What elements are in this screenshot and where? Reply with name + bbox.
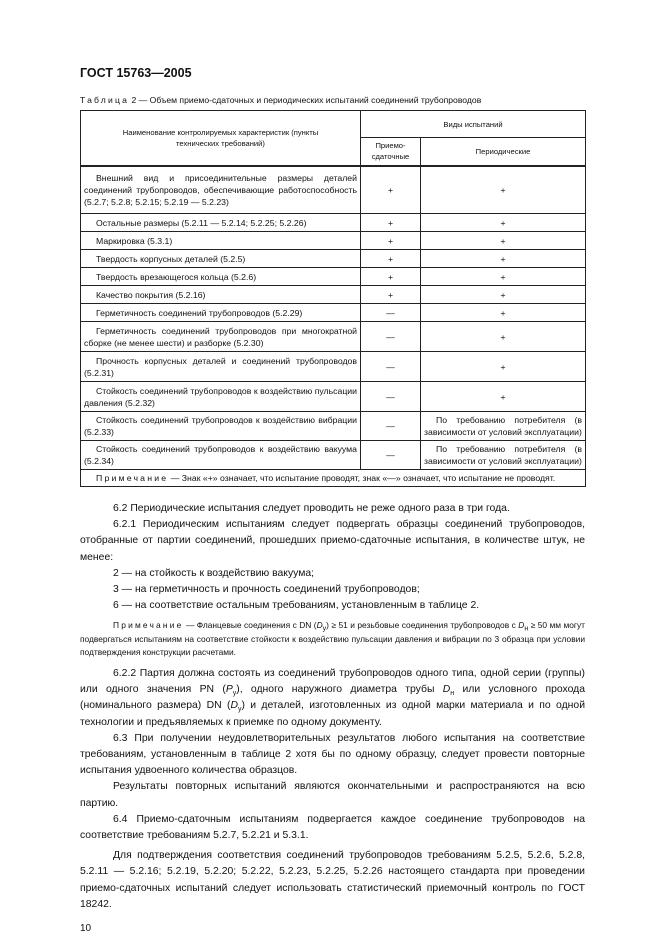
row-name — [81, 441, 361, 470]
symbol: D — [230, 700, 238, 712]
subscript: н — [450, 690, 455, 698]
header-group: Виды испытаний — [361, 111, 586, 138]
row-periodic — [421, 352, 586, 382]
page-number: 10 — [80, 922, 92, 934]
row-acceptance: — — [361, 412, 421, 441]
caption-text: 2 — Объем приемо-сдаточных и периодических испытаний соединений трубопроводов — [129, 95, 482, 105]
row-acceptance: + — [361, 250, 421, 268]
page-column — [80, 66, 586, 935]
row-acceptance: — — [361, 352, 421, 382]
note-6-2-1 — [80, 619, 585, 660]
note-text: — Знак «+» означает, что испытание проводят, знак «—» означает, что испытание не проводят. — [168, 473, 556, 483]
para-6-4: 6.4 Приемо-сдаточным испытаниям подвергается каждое соединение трубопроводов на соответствие требованиям 5.2.7, 5.2.21 и 5.3.1. — [80, 813, 585, 841]
list-item: 2 — на стойкость к воздействию вакуума; — [113, 567, 315, 579]
row-acceptance: — — [361, 322, 421, 352]
table-row — [81, 214, 586, 232]
row-name-text: Стойкость соединений трубопроводов к воздействию вибрации (5.2.33) — [84, 415, 357, 437]
para-6-3: 6.3 При получении неудовлетворительных результатов любого испытания на соответствие требованиям, установленным в таблице 2 хотя бы по одному образцу, следует провести повторные испытания удвоенного количества образцов. — [80, 732, 585, 777]
row-acceptance: — — [361, 441, 421, 470]
text: ), одного наружного диаметра трубы — [236, 684, 443, 696]
symbol: D — [518, 620, 525, 631]
table-row — [81, 286, 586, 304]
row-name — [81, 166, 361, 214]
row-periodic — [421, 322, 586, 352]
list-item: 3 — на герметичность и прочность соединений трубопроводов; — [113, 584, 420, 596]
header-name: Наименование контролируемых характеристик (пункты технических требований) — [81, 111, 361, 166]
row-acceptance: — — [361, 382, 421, 412]
para-6-3-results: Результаты повторных испытаний являются окончательными и распространяются на всю партию. — [80, 781, 585, 809]
row-name — [81, 286, 361, 304]
row-acceptance: + — [361, 166, 421, 214]
subscript: н — [524, 626, 529, 634]
caption-label: Таблица — [80, 95, 130, 105]
row-periodic — [421, 232, 586, 250]
row-periodic — [421, 214, 586, 232]
symbol: D — [316, 620, 323, 631]
row-acceptance: + — [361, 214, 421, 232]
row-name-text: Остальные размеры (5.2.11 — 5.2.14; 5.2.25; 5.2.26) — [96, 217, 307, 228]
row-periodic-text: + — [500, 184, 506, 195]
row-name-text: Герметичность соединений трубопроводов (5.2.29) — [96, 307, 303, 318]
section-6-2 — [80, 501, 585, 913]
row-name-text: Прочность корпусных деталей и соединений трубопроводов (5.2.31) — [84, 355, 357, 378]
row-name — [81, 232, 361, 250]
table-row — [81, 382, 586, 412]
note-label: Примечание — [96, 473, 169, 483]
note-text: ≥ 50 мм могут подвергаться испытаниям на соответствие стойкости к воздействию пульсации давления и вибрации по 3 образца при условии подтверждения конструкции расчетами. — [80, 620, 585, 658]
row-name-text: Твердость корпусных деталей (5.2.5) — [96, 253, 246, 264]
para-6-2-2 — [80, 666, 585, 731]
document-header: ГОСТ 15763—2005 — [80, 66, 192, 80]
row-periodic — [421, 286, 586, 304]
row-acceptance: + — [361, 232, 421, 250]
row-periodic — [421, 166, 586, 214]
row-periodic — [421, 304, 586, 322]
row-periodic-text: + — [500, 289, 506, 300]
row-periodic-text: + — [500, 391, 506, 402]
row-periodic-text: + — [500, 217, 506, 228]
row-name-text: Стойкость соединений трубопроводов к воздействию пульсации давления (5.2.32) — [84, 385, 357, 408]
text: 6.2.2 Партия должна состоять из соединений трубопроводов одного типа, одной серии (группы) или одного значения PN ( — [80, 667, 585, 696]
row-name-text: Маркировка (5.3.1) — [96, 235, 173, 246]
table-row — [81, 352, 586, 382]
row-name-text: Качество покрытия (5.2.16) — [96, 289, 206, 300]
row-name — [81, 352, 361, 382]
subscript: у — [237, 706, 242, 714]
para-6-2: 6.2 Периодические испытания следует проводить не реже одного раза в три года. — [113, 503, 510, 514]
note-label: Примечание — [113, 620, 184, 631]
row-name — [81, 322, 361, 352]
table-note-row — [81, 470, 586, 487]
list-item: 6 — на соответствие остальным требованиям, установленным в таблице 2. — [113, 600, 480, 612]
row-periodic-text: По требованию потребителя (в зависимости от условий эксплуатации) — [424, 444, 582, 466]
para-6-4-statistics: Для подтверждения соответствия соединений трубопроводов требованиям 5.2.5, 5.2.6, 5.2.8, 5.2.11 — 5.2.16; 5.2.19, 5.2.20; 5.2.22, 5.2.23, 5.2.25, 5.2.26 настоящего стандарта при проведении приемо-сдаточных испытаний следует использовать статистический приемочный контроль по ГОСТ 18242. — [80, 850, 585, 910]
row-periodic-text: + — [500, 235, 506, 246]
row-periodic — [421, 441, 586, 470]
row-name-text: Твердость врезающегося кольца (5.2.6) — [96, 271, 257, 282]
row-periodic — [421, 268, 586, 286]
note-text: — Фланцевые соединения с DN ( — [183, 620, 317, 631]
table-row — [81, 268, 586, 286]
table-row — [81, 441, 586, 470]
row-name — [81, 382, 361, 412]
row-periodic-text: + — [500, 271, 506, 282]
symbol: P — [225, 684, 233, 696]
row-periodic — [421, 412, 586, 441]
table-row — [81, 304, 586, 322]
table-row — [81, 322, 586, 352]
symbol: D — [442, 684, 451, 696]
table-row — [81, 412, 586, 441]
row-name-text: Стойкость соединений трубопроводов к воздействию вакуума (5.2.34) — [84, 444, 357, 466]
row-periodic — [421, 250, 586, 268]
row-periodic — [421, 382, 586, 412]
row-name-text: Внешний вид и присоединительные размеры деталей соединений трубопроводов, обеспечивающие работоспособность (5.2.7; 5.2.8; 5.2.15; 5.2.19 — 5.2.23) — [84, 172, 357, 207]
row-periodic-text: + — [500, 331, 506, 342]
header-periodic: Периодические — [421, 138, 586, 166]
row-periodic-text: + — [500, 253, 506, 264]
table-note — [81, 470, 586, 487]
note-text: ) ≥ 51 и резьбовые соединения трубопроводов с — [326, 620, 519, 631]
row-acceptance: + — [361, 286, 421, 304]
row-name-text: Герметичность соединений трубопроводов при многократной сборке (не менее шести) и разборке (5.2.30) — [84, 325, 357, 348]
subscript: у — [322, 626, 327, 634]
table-caption — [80, 95, 586, 106]
row-name — [81, 268, 361, 286]
tests-table — [80, 110, 586, 487]
text: ) и деталей, изготовленных из одной марки материала и по одной технологии и предъявляемых к приемке по одному документу. — [80, 700, 585, 728]
row-name — [81, 412, 361, 441]
para-6-2-1: 6.2.1 Периодическим испытаниям следует подвергать образцы соединений трубопроводов, отобранные от партии соединений, прошедших приемо-сдаточные испытания, в количестве штук, не менее: — [80, 519, 585, 563]
row-periodic-text: + — [500, 361, 506, 372]
row-name — [81, 250, 361, 268]
table-row — [81, 250, 586, 268]
row-name — [81, 214, 361, 232]
row-name — [81, 304, 361, 322]
header-acceptance: Приемо-сдаточные — [361, 138, 421, 166]
table-row — [81, 166, 586, 214]
row-periodic-text: + — [500, 307, 506, 318]
table-row — [81, 232, 586, 250]
text: или условного прохода (номинального размера) DN ( — [80, 684, 585, 712]
subscript: у — [232, 690, 237, 698]
row-acceptance: — — [361, 304, 421, 322]
row-acceptance: + — [361, 268, 421, 286]
row-periodic-text: По требованию потребителя (в зависимости от условий эксплуатации) — [424, 415, 582, 437]
